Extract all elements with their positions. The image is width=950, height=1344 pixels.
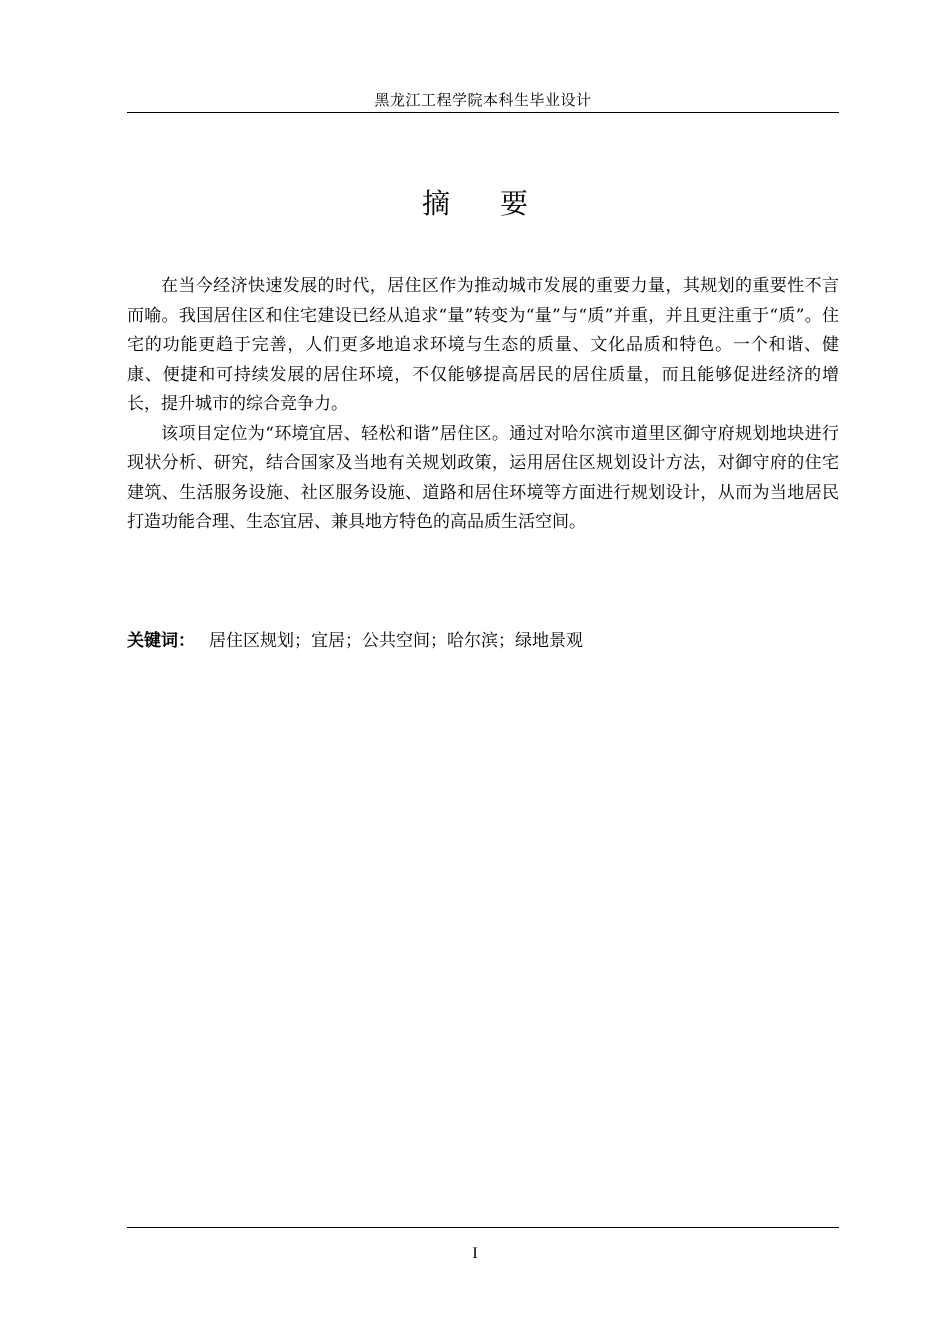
keywords-label: 关键词： [127,631,195,651]
keywords-values: 居住区规划；宜居；公共空间；哈尔滨；绿地景观 [209,631,583,651]
page-title [0,184,950,224]
header-divider [127,112,839,113]
abstract-body [127,272,839,538]
footer-divider [127,1227,839,1228]
page-header: 黑龙江工程学院本科生毕业设计 [374,91,592,109]
abstract-paragraph-1: 在当今经济快速发展的时代，居住区作为推动城市发展的重要力量，其规划的重要性不言而喻。我国居住区和住宅建设已经从追求“量”转变为“量”与“质”并重，并且更注重于“质”。住宅的功能更趋于完善，人们更多地追求环境与生态的质量、文化品质和特色。一个和谐、健康、便捷和可持续发展的居住环境，不仅能够提高居民的居住质量，而且能够促进经济的增长，提升城市的综合竞争力。 [127,276,839,414]
page-number: I [472,1245,478,1262]
title-char-2: 要 [500,187,529,220]
keywords-line [127,627,839,655]
abstract-paragraph-2: 该项目定位为“环境宜居、轻松和谐”居住区。通过对哈尔滨市道里区御守府规划地块进行现状分析、研究，结合国家及当地有关规划政策，运用居住区规划设计方法，对御守府的住宅建筑、生活服务设施、社区服务设施、道路和居住环境等方面进行规划设计，从而为当地居民打造功能合理、生态宜居、兼具地方特色的高品质生活空间。 [127,423,839,532]
title-char-1: 摘 [421,187,450,220]
